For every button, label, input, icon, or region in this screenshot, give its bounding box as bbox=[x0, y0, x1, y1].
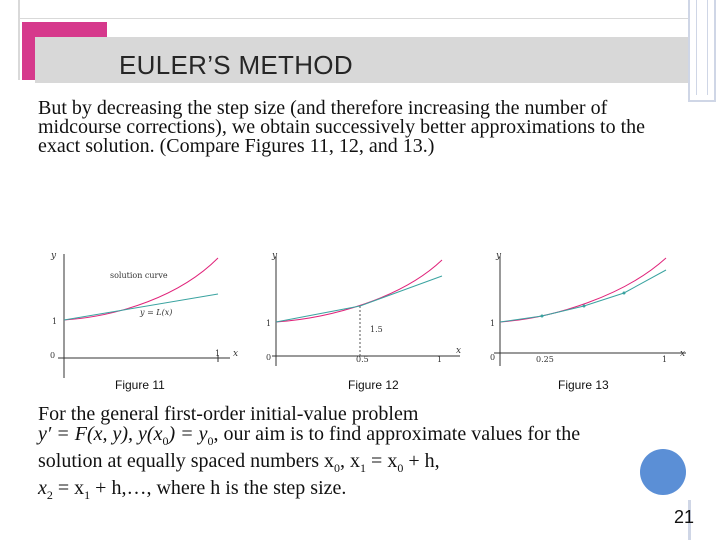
figure-11 bbox=[50, 251, 238, 378]
intro-paragraph: But by decreasing the step size (and therefore increasing the number of midcourse corrections), we obtain successively better approximations to the exact solution. (Compare Figures 11, 12, and 13.) bbox=[38, 97, 646, 157]
figures-panel bbox=[30, 238, 695, 398]
ivp-line-1: For the general first-order initial-value problem bbox=[38, 403, 419, 425]
origin-label: 0 bbox=[266, 353, 272, 362]
y-axis-label: y bbox=[51, 251, 57, 261]
y-tick-label: 1 bbox=[266, 319, 272, 328]
ivp-paragraph bbox=[38, 404, 658, 505]
euler-point bbox=[541, 315, 544, 318]
corner-decoration-inner bbox=[696, 0, 708, 95]
x-axis-label: x bbox=[456, 346, 462, 356]
figure-13-caption: Figure 13 bbox=[558, 378, 609, 392]
ivp-line-4: $x_2 = x_1$ + h,…, where h is the step size. bbox=[38, 477, 347, 502]
figure-12 bbox=[266, 251, 461, 366]
euler-point bbox=[583, 305, 586, 308]
point-label: 1.5 bbox=[370, 325, 383, 334]
origin-label: 0 bbox=[50, 351, 56, 360]
figure-13 bbox=[490, 251, 686, 366]
decorative-circle bbox=[640, 449, 686, 495]
y-tick-label: 1 bbox=[52, 317, 58, 326]
frame-line-top bbox=[18, 18, 688, 19]
x-tick-mid-label: 0.5 bbox=[356, 355, 369, 364]
x-tick-label: 1 bbox=[662, 355, 668, 364]
euler-approximation bbox=[276, 276, 442, 322]
x-tick-mid-label: 0.25 bbox=[536, 355, 554, 364]
ivp-line-3: solution at equally spaced numbers $x_0$, $x_1 = x_0 + h$, bbox=[38, 450, 440, 475]
x-axis-label: x bbox=[233, 349, 239, 359]
ivp-line-2: y′ = F(x, y), $y(x_0) = y_0$, our aim is to find approximate values for the bbox=[38, 423, 581, 448]
page-number: 21 bbox=[673, 507, 694, 527]
y-axis-label: y bbox=[272, 251, 278, 261]
solution-curve bbox=[500, 258, 666, 322]
origin-label: 0 bbox=[490, 353, 496, 362]
solution-curve bbox=[276, 260, 442, 322]
x-tick-label: 1 bbox=[437, 355, 443, 364]
y-axis-label: y bbox=[496, 251, 502, 261]
y-tick-label: 1 bbox=[490, 319, 496, 328]
corner-decoration bbox=[688, 0, 716, 102]
solution-curve-label: solution curve bbox=[110, 271, 168, 280]
figure-11-caption: Figure 11 bbox=[115, 378, 165, 392]
euler-point bbox=[623, 292, 626, 295]
x-tick-label: 1 bbox=[215, 349, 221, 358]
tangent-line-label: y = L(x) bbox=[140, 308, 173, 317]
euler-approximation bbox=[500, 270, 666, 322]
x-axis-label: x bbox=[680, 349, 686, 359]
slide-title: EULER’S METHOD bbox=[119, 50, 353, 80]
figure-12-caption: Figure 12 bbox=[348, 378, 399, 392]
frame-line-left bbox=[18, 0, 20, 80]
